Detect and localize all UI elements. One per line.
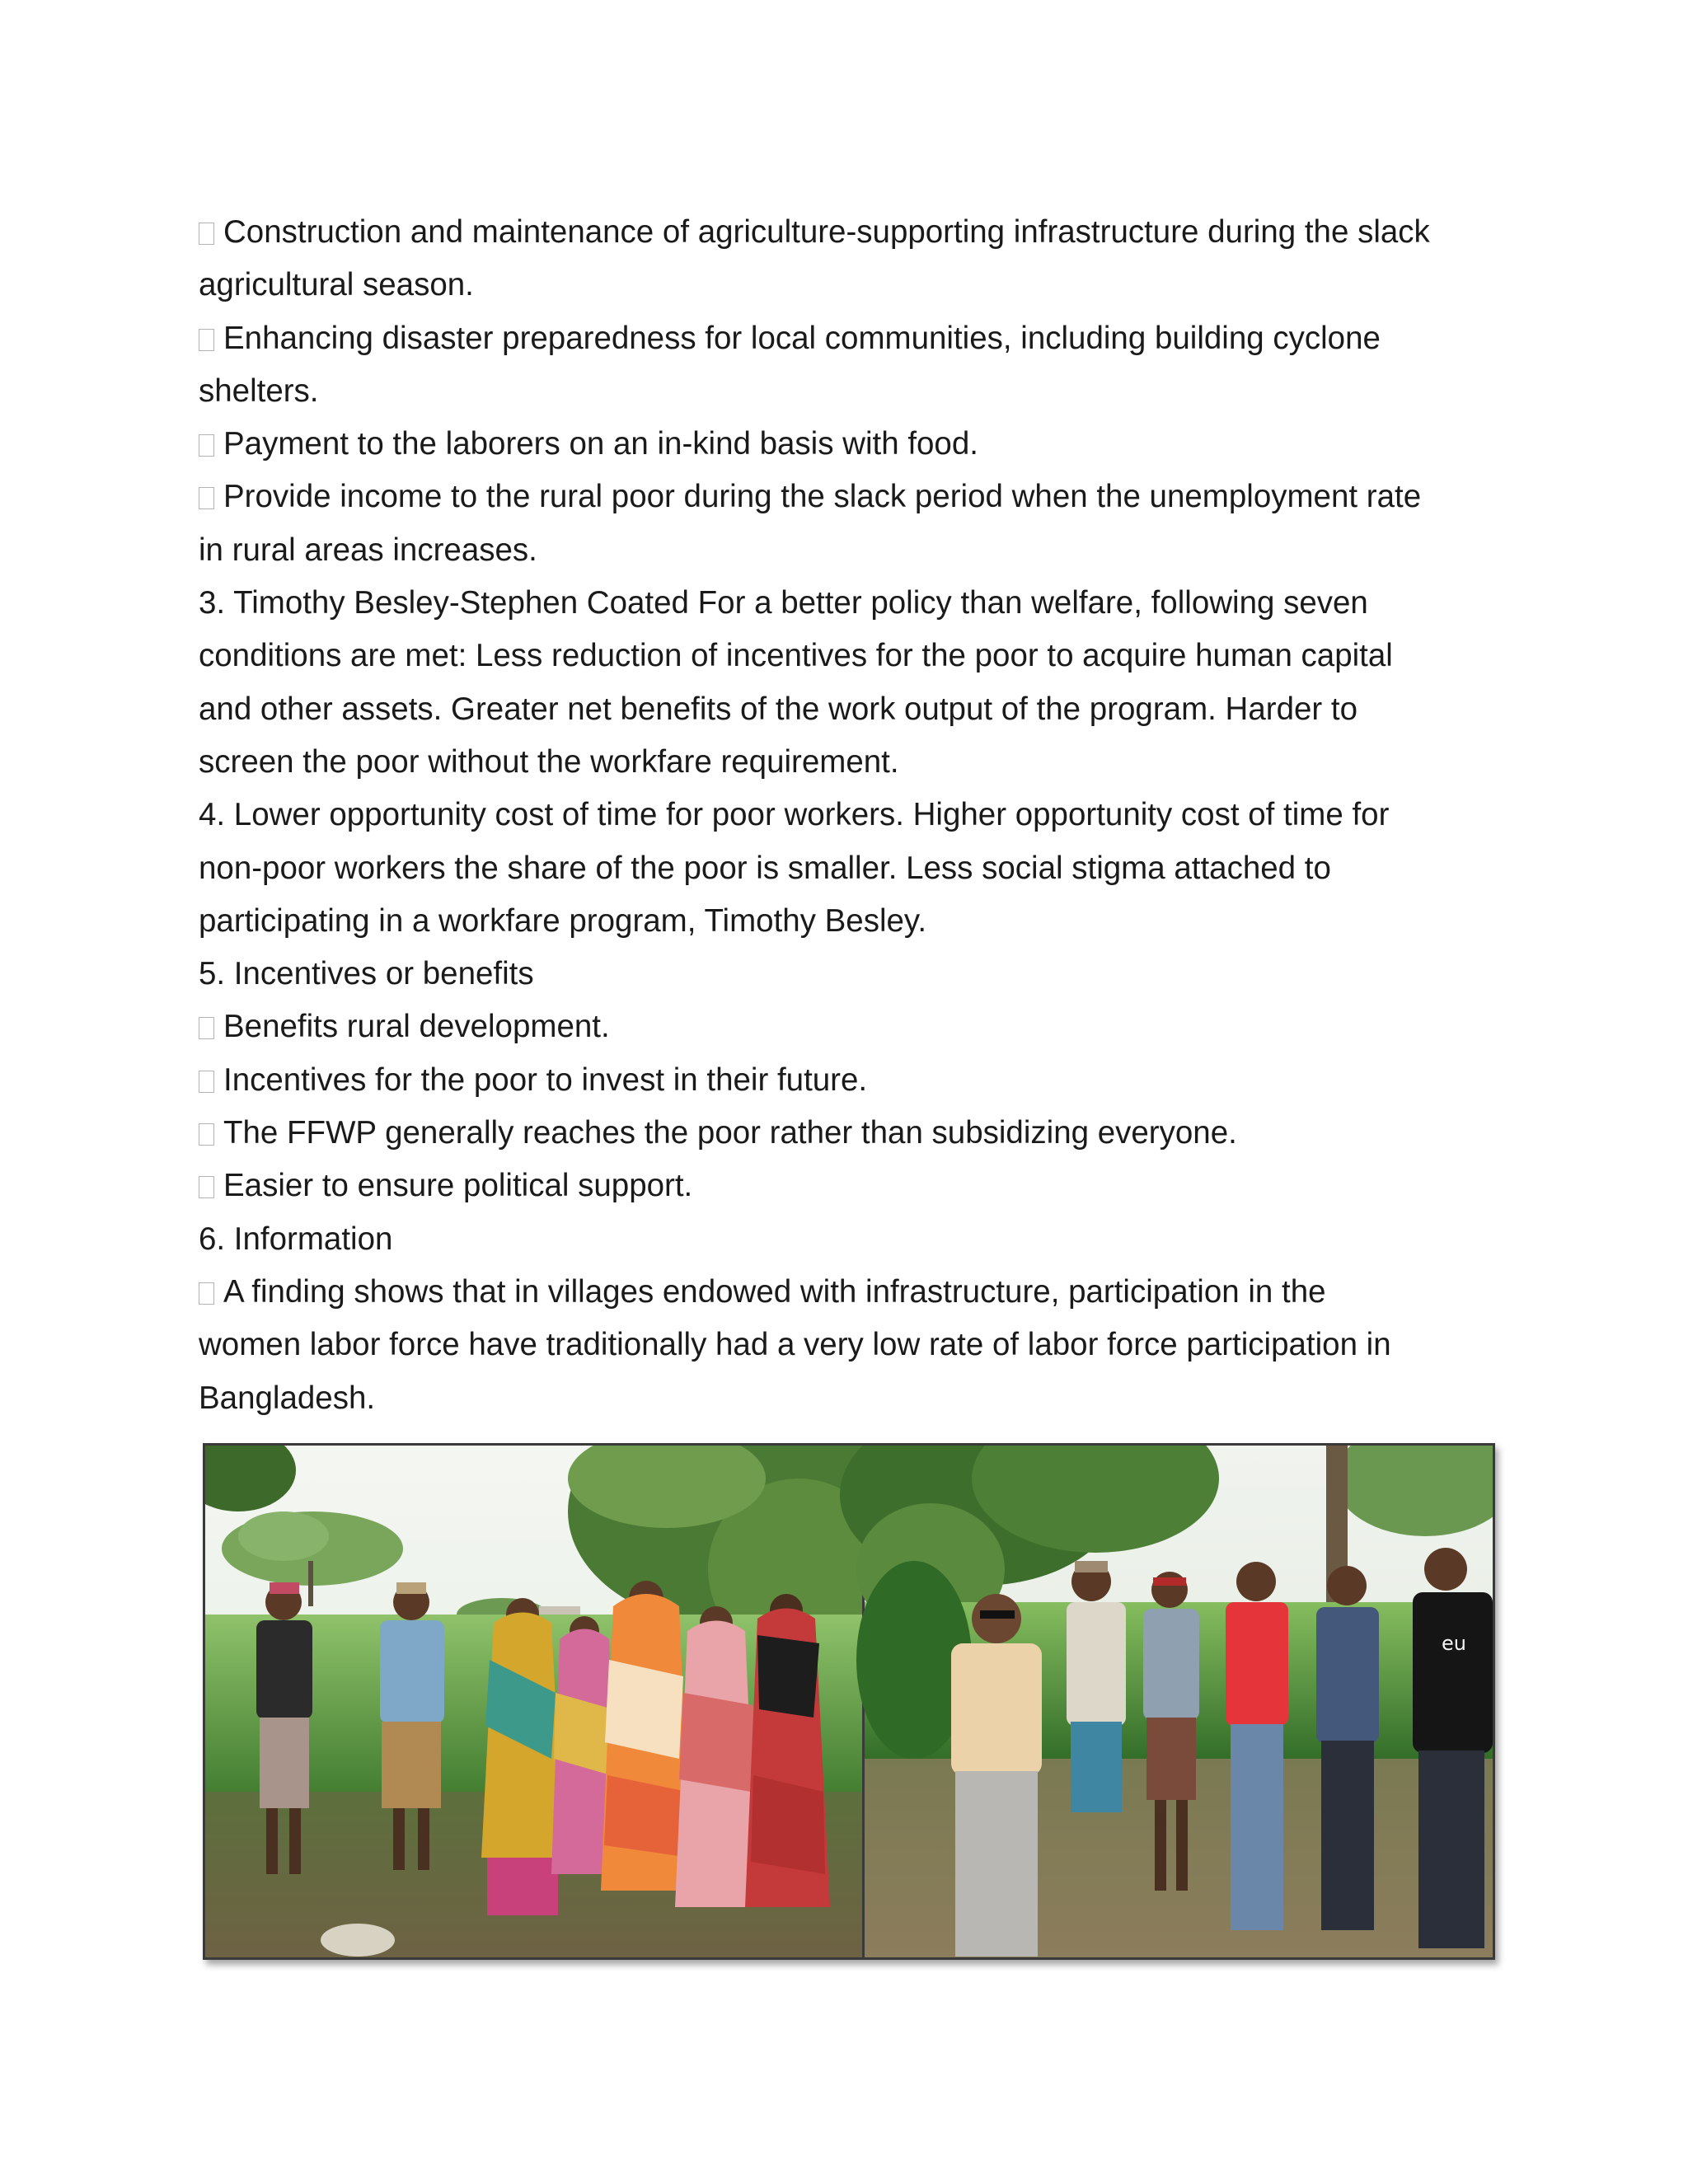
text-line [199,630,1501,682]
right-photo-panel [840,1446,1493,1957]
text-line [199,842,1501,895]
bullet-glyph [199,487,214,509]
line-text: and other assets. Greater net benefits of the work output of the program. Harder to [199,691,1358,727]
field-group-photo [203,1443,1495,1960]
text-line [199,259,1501,312]
text-line [199,577,1501,630]
text-line [199,1160,1501,1212]
line-text: Easier to ensure political support. [223,1168,693,1204]
line-text: 3. Timothy Besley-Stephen Coated For a better policy than welfare, following seven [199,585,1368,621]
text-line [199,789,1501,841]
bullet-glyph [199,1282,214,1305]
text-line [199,312,1501,365]
bullet-glyph [199,1176,214,1198]
bullet-glyph [199,1071,214,1093]
line-text: Bangladesh. [199,1380,376,1416]
text-line [199,895,1501,948]
bullet-glyph [199,1017,214,1039]
text-line [199,1107,1501,1160]
line-text: Incentives for the poor to invest in their future. [223,1062,868,1098]
line-text: Benefits rural development. [223,1009,610,1045]
line-text: The FFWP generally reaches the poor rather than subsidizing everyone. [223,1115,1237,1151]
bullet-glyph [199,223,214,245]
line-text: 5. Incentives or benefits [199,956,534,992]
text-line [199,683,1501,736]
text-line [199,1372,1501,1425]
text-line [199,418,1501,471]
line-text: 6. Information [199,1221,393,1257]
left-photo-panel [205,1446,898,1957]
line-text: 4. Lower opportunity cost of time for poor workers. Higher opportunity cost of time for [199,797,1390,833]
line-text: non-poor workers the share of the poor is smaller. Less social stigma attached to [199,850,1331,886]
line-text: conditions are met: Less reduction of incentives for the poor to acquire human capital [199,638,1393,674]
bullet-glyph [199,1123,214,1146]
line-text: agricultural season. [199,267,474,303]
text-line [199,1213,1501,1266]
text-line [199,365,1501,418]
bullet-glyph [199,329,214,351]
text-line [199,948,1501,1001]
line-text: participating in a workfare program, Timothy Besley. [199,902,927,939]
line-text: Payment to the laborers on an in-kind basis with food. [223,426,978,462]
line-text: Provide income to the rural poor during the slack period when the unemployment rate [223,479,1422,515]
text-line [199,524,1501,577]
line-text: Enhancing disaster preparedness for local communities, including building cyclone [223,320,1381,356]
text-line [199,471,1501,523]
line-text: in rural areas increases. [199,532,537,568]
text-line [199,736,1501,789]
text-line [199,1054,1501,1107]
line-text: women labor force have traditionally had a very low rate of labor force participation in [199,1327,1391,1363]
text-line [199,1266,1501,1319]
line-text: screen the poor without the workfare requirement. [199,743,899,780]
line-text: Construction and maintenance of agriculture-supporting infrastructure during the slack [223,214,1430,250]
line-text: A finding shows that in villages endowed with infrastructure, participation in the [223,1273,1326,1310]
text-line [199,206,1501,259]
line-text: shelters. [199,373,319,409]
photo-illustration [205,1446,1493,1957]
text-line [199,1319,1501,1371]
bullet-glyph [199,434,214,457]
text-line [199,1001,1501,1053]
tshirt-print: eu [1442,1632,1466,1655]
body-text [199,206,1501,1425]
